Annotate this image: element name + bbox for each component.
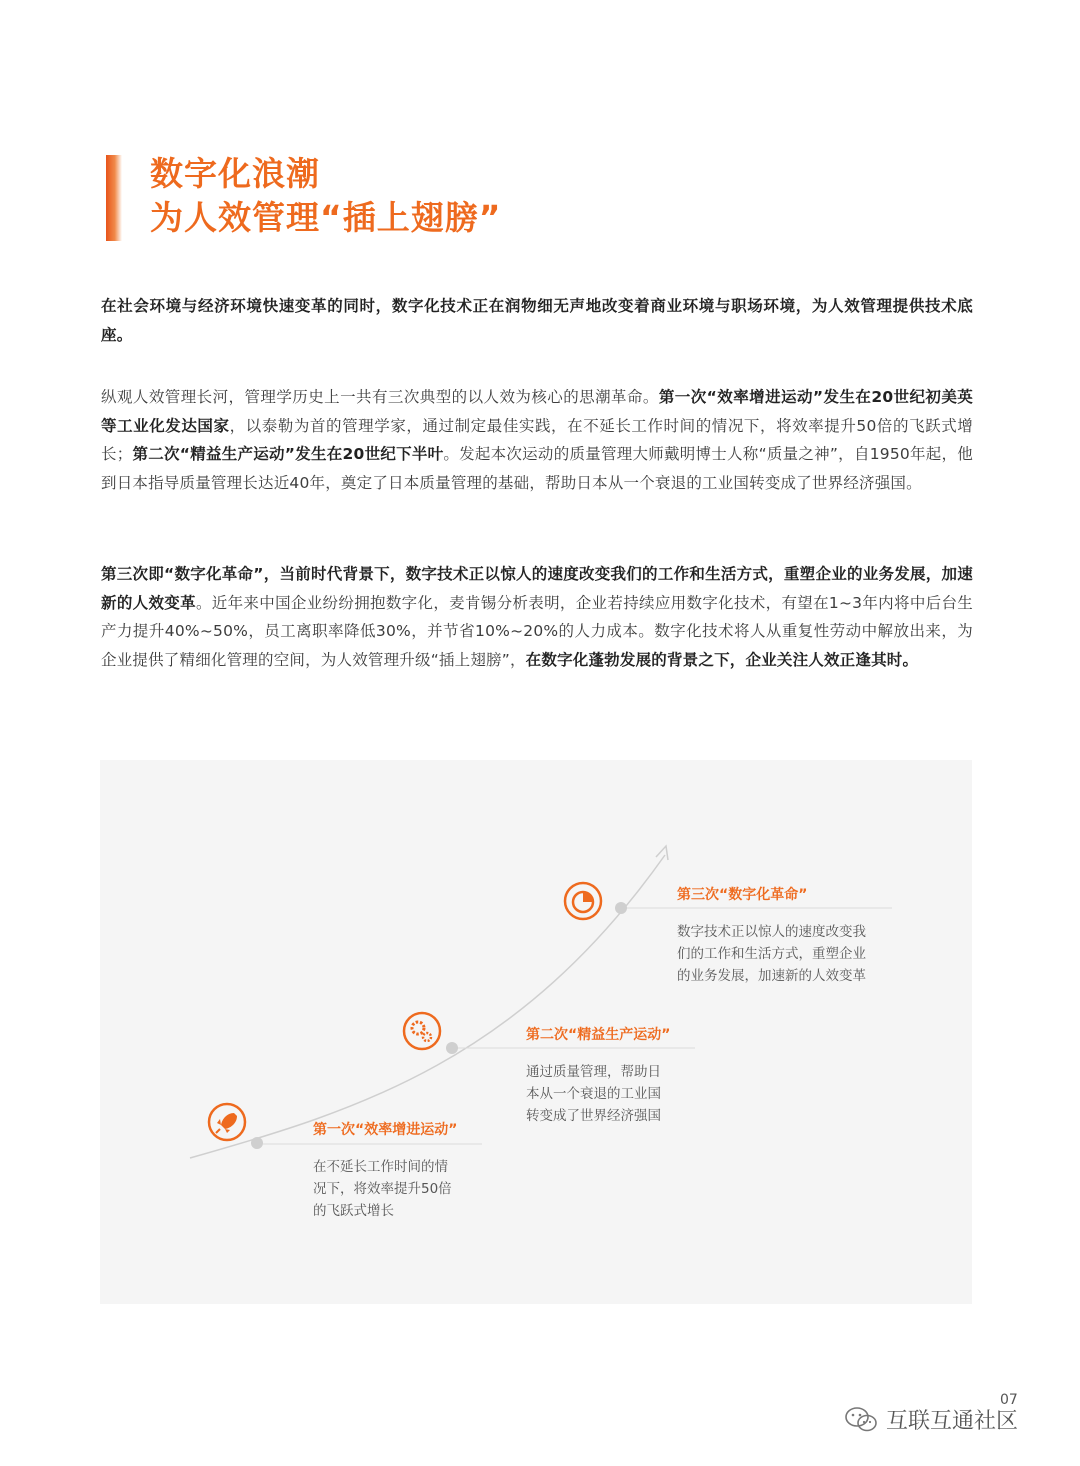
stage-2-description: 通过质量管理，帮助日 本从一个衰退的工业国 转变成了世界经济强国 bbox=[526, 1064, 661, 1124]
stage-1-dot bbox=[251, 1137, 263, 1149]
digital-bold-1: 第三次即“数字化革命”，当前时代背景下，数字技术正以惊人的速度改变我们的工作和生活方式，重塑企业的业务发展，加速新的人效变革 bbox=[101, 565, 973, 612]
gears-icon bbox=[404, 1013, 440, 1049]
history-bold-2: 第二次“精益生产运动”发生在20世纪下半叶 bbox=[132, 445, 444, 463]
history-bold-1: 第一次“效率增进运动”发生在20世纪初美英等工业化发达国家 bbox=[101, 388, 973, 435]
title-accent-bar bbox=[106, 155, 122, 241]
timeline-panel bbox=[100, 760, 972, 1304]
digital-paragraph bbox=[101, 560, 973, 674]
digital-text-1: 。近年来中国企业纷纷拥抱数字化，麦肯锡分析表明，企业若持续应用数字化技术，有望在1~3年内将中后台生产力提升40%~50%，员工离职率降低30%，并节省10%~20%的人力成本。数字化技术将人从重复性劳动中解放出来，为企业提供了精细化管理的空间，为人效管理升级“插上翅膀”， bbox=[101, 593, 974, 669]
stage-1-title: 第一次“效率增进运动” bbox=[313, 1122, 458, 1138]
page-title-line-2: 为人效管理“插上翅膀” bbox=[150, 198, 502, 237]
digital-bold-2: 在数字化蓬勃发展的背景之下，企业关注人效正逢其时。 bbox=[525, 650, 919, 669]
stage-2-title: 第二次“精益生产运动” bbox=[526, 1027, 671, 1043]
intro-paragraph bbox=[101, 292, 973, 349]
rocket-icon bbox=[209, 1104, 245, 1140]
page-title bbox=[150, 152, 501, 240]
curve-arrowhead bbox=[656, 846, 668, 860]
stage-3-description: 数字技术正以惊人的速度改变我 们的工作和生活方式，重塑企业 的业务发展，加速新的人效变革 bbox=[677, 924, 866, 984]
stage-3-dot bbox=[615, 902, 627, 914]
page-number: 07 bbox=[1000, 1392, 1018, 1408]
history-text-1: 纵观人效管理长河，管理学历史上一共有三次典型的以人效为核心的思潮革命。 bbox=[101, 388, 659, 406]
watermark-text: 互联互通社区 bbox=[886, 1409, 1019, 1434]
watermark bbox=[844, 1404, 1018, 1435]
history-text-3: 。发起本次运动的质量管理大师戴明博士人称“质量之神”，自1950年起，他到日本指导质量管理长达近40年，奠定了日本质量管理的基础，帮助日本从一个衰退的工业国转变成了世界经济强国。 bbox=[101, 445, 973, 492]
stage-3-title: 第三次“数字化革命” bbox=[677, 887, 808, 903]
stage-2-dot bbox=[446, 1042, 458, 1054]
stage-1-description: 在不延长工作时间的情 况下，将效率提升50倍 的飞跃式增长 bbox=[313, 1159, 452, 1219]
wechat-icon bbox=[844, 1406, 880, 1434]
intro-text: 在社会环境与经济环境快速变革的同时，数字化技术正在润物细无声地改变着商业环境与职场环境，为人效管理提供技术底座。 bbox=[101, 297, 973, 344]
history-text-2: ，以泰勒为首的管理学家，通过制定最佳实践，在不延长工作时间的情况下，将效率提升50倍的飞跃式增长； bbox=[101, 416, 973, 463]
pie-chart-icon bbox=[565, 883, 601, 919]
page-title-line-1: 数字化浪潮 bbox=[150, 154, 320, 193]
history-paragraph bbox=[101, 383, 973, 497]
